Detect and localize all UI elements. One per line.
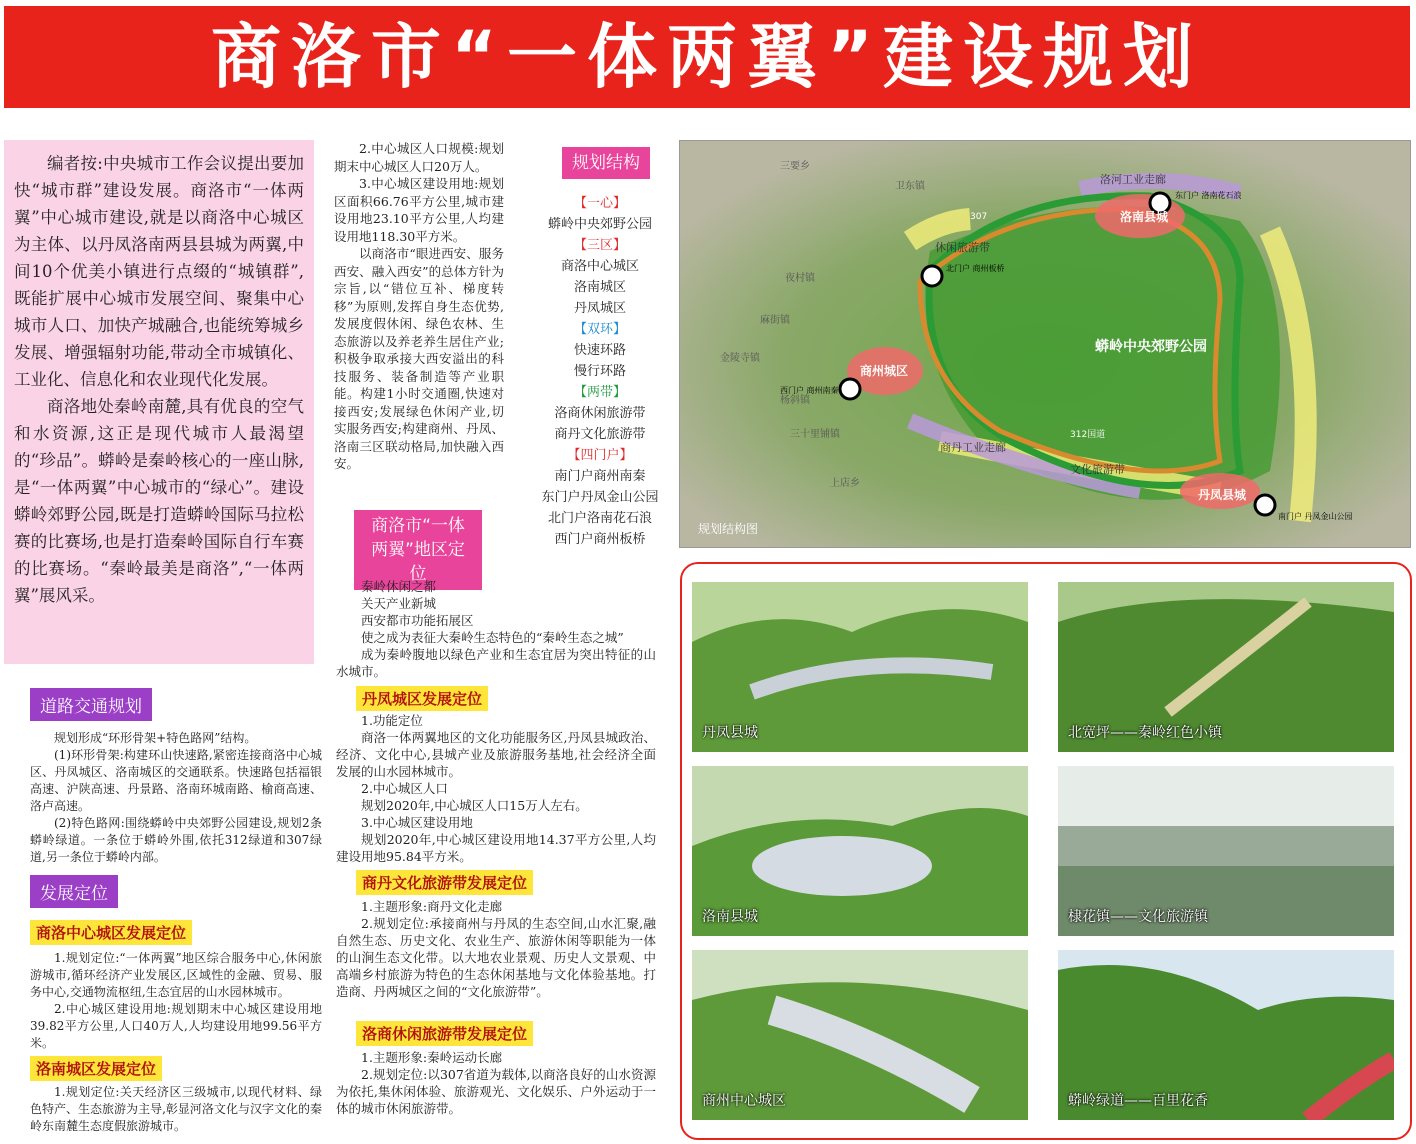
structure-item: 蟒岭中央郊野公园 [547, 217, 652, 232]
map-park-label: 蟒岭中央郊野公园 [1095, 339, 1207, 355]
luonan-paragraph: 1.规划定位:关天经济区三级城市,以现代材料、绿色特产、生态旅游为主导,彰显河洛文化与汉字文化的秦岭东南麓生态度假旅游城市。 [30, 1085, 322, 1133]
photo-danfeng [692, 582, 1028, 752]
shangdan-title: 商丹文化旅游带发展定位 [356, 870, 533, 895]
map-gate-north: 北门户 商州板桥 [946, 264, 1005, 273]
road-paragraph: (2)特色路网:围绕蟒岭中央郊野公园建设,规划2条蟒岭绿道。一条位于蟒岭外围,依托312绿道和307绿道,另一条位于蟒岭内部。 [30, 816, 322, 864]
structure-group-title: 【三区】 [573, 238, 626, 253]
structure-item: 快速环路 [573, 343, 626, 358]
photo-caption: 棣花镇——文化旅游镇 [1068, 909, 1208, 925]
road-paragraph: 规划形成“环形骨架+特色路网”结构。 [54, 731, 257, 745]
map-town: 三要乡 [780, 161, 810, 172]
editor-note [14, 150, 304, 609]
map-town: 夜村镇 [785, 273, 815, 284]
structure-header: 规划结构 [562, 147, 650, 179]
map-town: 上店乡 [830, 478, 860, 489]
luoshang-paragraph: 1.主题形象:秦岭运动长廊 [361, 1050, 503, 1065]
structure-list [530, 193, 670, 550]
structure-group-title: 【两带】 [573, 385, 626, 400]
luonan-dev-title: 洛南城区发展定位 [30, 1056, 162, 1081]
dev-header: 发展定位 [30, 875, 118, 908]
danfeng-paragraph: 3.中心城区建设用地 [361, 815, 473, 830]
region-line: 关天产业新城 [361, 596, 437, 611]
map-town: 三十里铺镇 [790, 429, 840, 440]
structure-group-title: 【双环】 [573, 322, 626, 337]
danfeng-section [336, 712, 656, 865]
photo-mangling-greenway [1058, 950, 1394, 1120]
planning-structure-map [679, 140, 1411, 548]
photo-beikuanping [1058, 582, 1394, 752]
photo-caption: 商州中心城区 [702, 1093, 786, 1109]
structure-item: 洛南城区 [573, 280, 626, 295]
danfeng-paragraph: 规划2020年,中心城区人口15万人左右。 [361, 798, 588, 813]
structure-item: 南门户商州南秦 [554, 469, 646, 484]
danfeng-paragraph: 2.中心城区人口 [361, 781, 448, 796]
map-gate-west: 西门户 商州南秦 [780, 386, 839, 395]
shangdan-section [336, 898, 656, 1000]
map-gate-south: 南门户 丹凤金山公园 [1278, 512, 1353, 521]
map-gate-east: 东门户 洛南花石浪 [1175, 191, 1242, 200]
title-banner [4, 6, 1410, 108]
photo-caption: 洛南县城 [702, 909, 758, 925]
structure-item: 西门户商州板桥 [554, 532, 646, 547]
region-line: 成为秦岭腹地以绿色产业和生态宜居为突出特征的山水城市。 [336, 647, 656, 679]
road-paragraph: (1)环形骨架:构建环山快速路,紧密连接商洛中心城区、丹凤城区、洛南城区的交通联系。快速路包括福银高速、沪陕高速、丹景路、洛南环城南路、榆商高速、洛卢高速。 [30, 748, 322, 813]
gate-south-marker [1255, 495, 1275, 515]
gate-west-marker [840, 379, 860, 399]
structure-item: 商洛中心城区 [560, 259, 639, 274]
center-paragraph: 2.中心城区建设用地:规划期末中心城区建设用地39.82平方公里,人口40万人,人均建设用地99.56平方米。 [30, 1002, 322, 1050]
danfeng-title: 丹凤城区发展定位 [356, 686, 488, 711]
region-line: 秦岭休闲之都 [361, 579, 437, 594]
map-culture-belt-label: 文化旅游带 [1070, 463, 1125, 476]
col2-paragraph: 2.中心城区人口规模:规划期末中心城区人口20万人。 [334, 141, 504, 174]
col2-top [334, 140, 504, 473]
map-town: 卫东镇 [895, 181, 925, 192]
region-line: 使之成为表征大秦岭生态特色的“秦岭生态之城” [361, 630, 624, 645]
map-luonan-label: 洛南县城 [1120, 210, 1169, 224]
map-danfeng-label: 丹凤县城 [1198, 488, 1247, 502]
danfeng-paragraph: 1.功能定位 [361, 713, 423, 728]
danfeng-paragraph: 商洛一体两翼地区的文化功能服务区,丹凤县城政治、经济、文化中心,县城产业及旅游服务基地,社会经济全面发展的山水园林城市。 [336, 730, 656, 779]
page-title: 商洛市“一体两翼”建设规划 [210, 16, 1203, 98]
luoshang-title: 洛商休闲旅游带发展定位 [356, 1021, 533, 1046]
structure-item: 北门户洛南花石浪 [547, 511, 652, 526]
region-line: 西安都市功能拓展区 [361, 613, 474, 628]
map-leisure-belt-label: 休闲旅游带 [935, 241, 990, 254]
danfeng-paragraph: 规划2020年,中心城区建设用地14.37平方公里,人均建设用地95.84平方米。 [336, 832, 656, 864]
photo-panel [680, 562, 1412, 1140]
col2-paragraph: 以商洛市“眼进西安、服务西安、融入西安”的总体方针为宗旨,以“错位互补、梯度转移”为原则,发挥自身生态优势,发展度假休闲、绿色农林、生态旅游以及养老养生居住产业;积极争取承接大西安溢出的科技服务、装备制造等产业职能。构建1小时交通圈,快速对接西安;发展绿色休闲产业,切实服务西安;构建商州、丹凤、洛南三区联动格局,加快融入西安。 [334, 246, 504, 471]
structure-item: 慢行环路 [573, 364, 626, 379]
region-header: 商洛市“一体两翼”地区定位 [354, 510, 482, 590]
photo-caption: 蟒岭绿道——百里花香 [1068, 1093, 1208, 1109]
photo-luonan [692, 766, 1028, 936]
photo-shangzhou [692, 950, 1028, 1120]
map-road-307: 307 [970, 212, 988, 222]
editor-paragraph: 商洛地处秦岭南麓,具有优良的空气和水资源,这正是现代城市人最渴望的“珍品”。蟒岭是秦岭核心的一座山脉,是“一体两翼”中心城市的“绿心”。建设蟒岭郊野公园,既是打造蟒岭国际马拉松赛的比赛场,也是打造秦岭国际自行车赛的比赛场。“秦岭最美是商洛”,“一体两翼”展风采。 [14, 397, 304, 605]
map-caption: 规划结构图 [698, 522, 759, 536]
map-road-312: 312国道 [1070, 430, 1106, 440]
region-section [336, 578, 656, 680]
map-north-industry-label: 洛河工业走廊 [1100, 173, 1166, 186]
structure-item: 东门户丹凤金山公园 [541, 490, 659, 505]
shangdan-paragraph: 1.主题形象:商丹文化走廊 [361, 899, 503, 914]
structure-item: 丹凤城区 [573, 301, 626, 316]
structure-group-title: 【四门户】 [567, 448, 633, 463]
center-paragraph: 1.规划定位:“一体两翼”地区综合服务中心,休闲旅游城市,循环经济产业发展区,区域性的金融、贸易、服务中心,交通物流枢纽,生态宜居的山水园林城市。 [30, 951, 322, 999]
structure-group-title: 【一心】 [573, 196, 626, 211]
structure-item: 洛商休闲旅游带 [554, 406, 646, 421]
map-svg [680, 141, 1410, 547]
luoshang-section [336, 1049, 656, 1117]
photo-dihua [1058, 766, 1394, 936]
center-dev-title: 商洛中心城区发展定位 [30, 920, 192, 945]
photo-caption: 北宽坪——秦岭红色小镇 [1068, 725, 1222, 741]
map-town: 杨斜镇 [780, 395, 810, 406]
structure-item: 商丹文化旅游带 [554, 427, 646, 442]
road-header: 道路交通规划 [30, 688, 152, 721]
col2-paragraph: 3.中心城区建设用地:规划区面积66.76平方公里,城市建设用地23.10平方公里,人均建设用地118.30平方米。 [334, 176, 504, 244]
road-section [30, 730, 322, 866]
map-town: 金陵寺镇 [720, 353, 760, 364]
editor-paragraph: 编者按:中央城市工作会议提出要加快“城市群”建设发展。商洛市“一体两翼”中心城市建设,就是以商洛中心城区为主体、以丹凤洛南两县县城为两翼,中间10个优美小镇进行点缀的“城镇群”,既能扩展中心城市发展空间、聚集中心城市人口、加快产城融合,也能统筹城乡发展、增强辐射功能,带动全市城镇化、工业化、信息化和农业现代化发展。 [14, 154, 304, 389]
map-town: 麻街镇 [760, 315, 790, 326]
map-shangzhou-label: 商州城区 [860, 364, 909, 378]
center-dev-section [30, 950, 322, 1052]
photo-caption: 丹凤县城 [702, 725, 758, 741]
shangdan-paragraph: 2.规划定位:承接商州与丹凤的生态空间,山水汇聚,融自然生态、历史文化、农业生产、旅游休闲等职能为一体的山涧生态文化带。以大地农业景观、历史人文景观、中高端乡村旅游为特色的生态休闲基地与文化体验基地。打造商、丹两城区之间的“文化旅游带”。 [336, 916, 656, 999]
gate-north-marker [922, 266, 942, 286]
map-south-industry-label: 商丹工业走廊 [940, 441, 1006, 454]
luonan-dev-section [30, 1084, 322, 1135]
luoshang-paragraph: 2.规划定位:以307省道为载体,以商洛良好的山水资源为依托,集休闲体验、旅游观光、文化娱乐、户外运动于一体的城市休闲旅游带。 [336, 1067, 656, 1116]
